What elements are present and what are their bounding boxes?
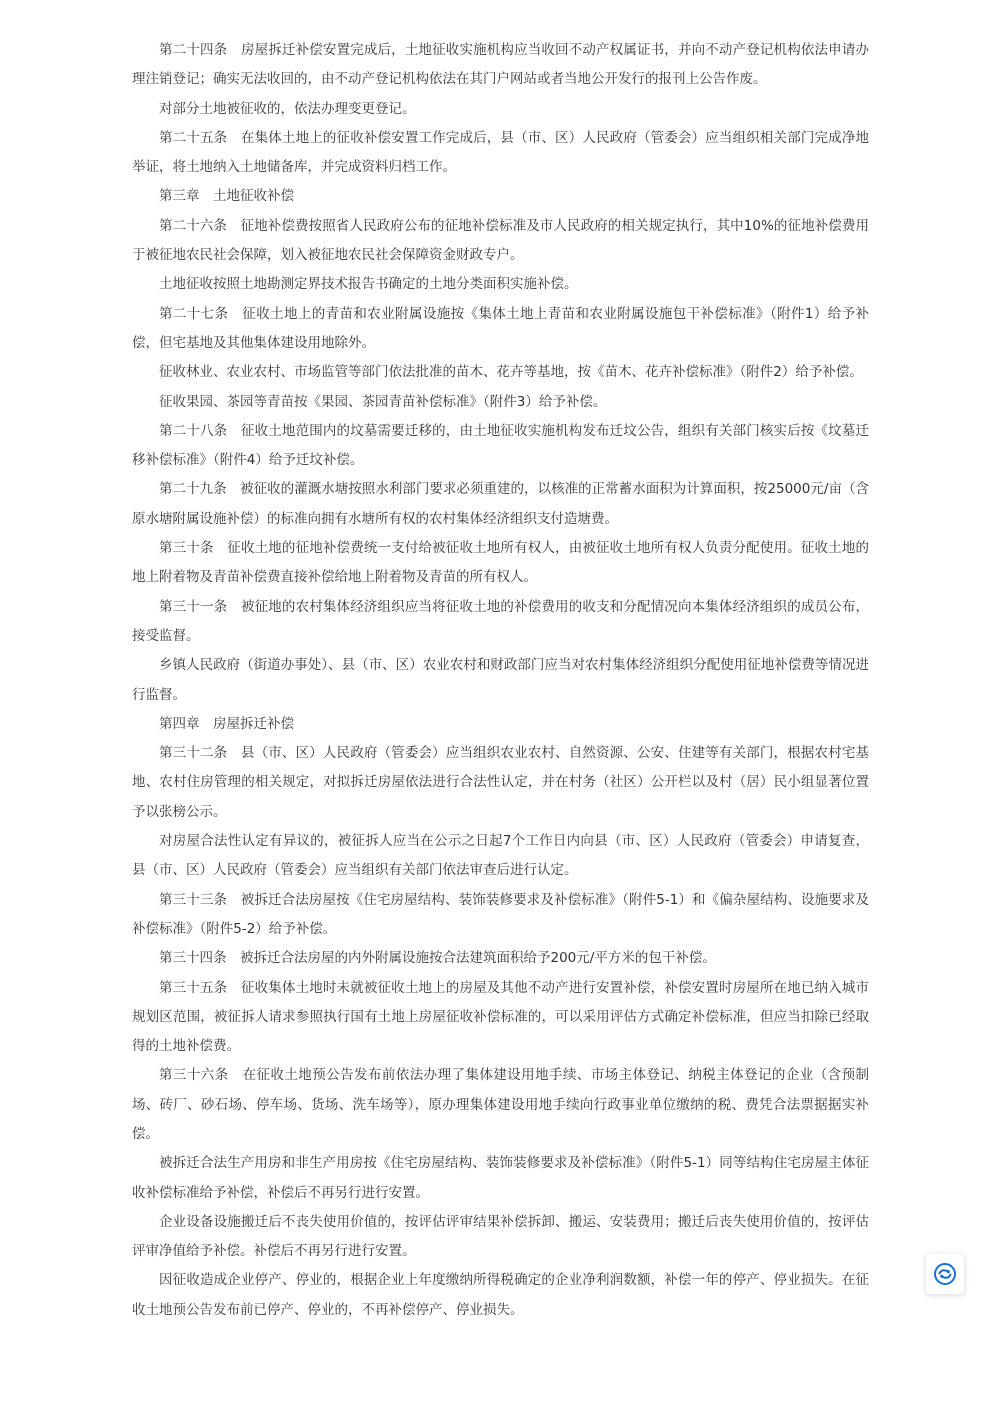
paragraph-land-survey: 土地征收按照土地勘测定界技术报告书确定的土地分类面积实施补偿。 [159, 276, 578, 293]
paragraph-nursery-flowers: 征收林业、农业农村、市场监管等部门依法批准的苗木、花卉等基地，按《苗木、花卉补偿标准》（附件2）给予补偿。 [159, 364, 863, 381]
paragraph-article-27: 第二十七条 征收土地上的青苗和农业附属设施按《集体土地上青苗和农业附属设施包干补偿标准》（附件1）给予补偿，但宅基地及其他集体建设用地除外。 [132, 305, 869, 351]
customer-service-icon [933, 1262, 957, 1286]
paragraph-article-25: 第二十五条 在集体土地上的征收补偿安置工作完成后，县（市、区）人民政府（管委会）应当组织相关部门完成净地举证，将土地纳入土地储备库，并完成资料归档工作。 [132, 129, 869, 176]
paragraph-business-suspension: 因征收造成企业停产、停业的，根据企业上年度缴纳所得税确定的企业净利润数额，补偿一年的停产、停业损失。在征收土地预公告发布前已停产、停业的，不再补偿停产、停业损失。 [132, 1272, 869, 1318]
document-body [132, 36, 869, 1325]
chapter-3-heading: 第三章 土地征收补偿 [159, 188, 294, 205]
paragraph-article-29: 第二十九条 被征收的灌溉水塘按照水利部门要求必须重建的，以核准的正常蓄水面积为计算面积，按25000元/亩（含原水塘附属设施补偿）的标准向拥有水塘所有权的农村集体经济组织支付造塘费。 [132, 481, 869, 527]
paragraph-partial-expropriation: 对部分土地被征收的，依法办理变更登记。 [159, 100, 416, 117]
paragraph-equipment-relocation: 企业设备设施搬迁后不丧失使用价值的，按评估评审结果补偿拆卸、搬运、安装费用；搬迁后丧失使用价值的，按评估评审净值给予补偿。补偿后不再另行进行安置。 [132, 1213, 869, 1260]
paragraph-article-36: 第三十六条 在征收土地预公告发布前依法办理了集体建设用地手续、市场主体登记、纳税主体登记的企业（含预制场、砖厂、砂石场、停车场、货场、洗车场等），原办理集体建设用地手续向行政事业单位缴纳的税、费凭合法票据据实补偿。 [132, 1067, 869, 1142]
paragraph-article-24: 第二十四条 房屋拆迁补偿安置完成后，土地征收实施机构应当收回不动产权属证书，并向不动产登记机构依法申请办理注销登记；确实无法收回的，由不动产登记机构依法在其门户网站或者当地公开发行的报刊上公告作废。 [132, 42, 869, 88]
paragraph-article-28: 第二十八条 征收土地范围内的坟墓需要迁移的，由土地征收实施机构发布迁坟公告，组织有关部门核实后按《坟墓迁移补偿标准》（附件4）给予迁坟补偿。 [132, 422, 869, 469]
paragraph-article-31: 第三十一条 被征地的农村集体经济组织应当将征收土地的补偿费用的收支和分配情况向本集体经济组织的成员公布，接受监督。 [132, 598, 869, 644]
chapter-4-heading: 第四章 房屋拆迁补偿 [159, 715, 294, 732]
paragraph-article-26: 第二十六条 征地补偿费按照省人民政府公布的征地补偿标准及市人民政府的相关规定执行，其中10%的征地补偿费用于被征地农民社会保障，划入被征地农民社会保障资金财政专户。 [132, 217, 869, 264]
paragraph-objection-review: 对房屋合法性认定有异议的，被征拆人应当在公示之日起7个工作日内向县（市、区）人民政府（管委会）申请复查，县（市、区）人民政府（管委会）应当组织有关部门依法审查后进行认定。 [132, 833, 869, 879]
paragraph-supervision: 乡镇人民政府（街道办事处）、县（市、区）农业农村和财政部门应当对农村集体经济组织分配使用征地补偿费等情况进行监督。 [132, 657, 869, 703]
paragraph-article-34: 第三十四条 被拆迁合法房屋的内外附属设施按合法建筑面积给予200元/平方米的包干补偿。 [159, 950, 716, 967]
paragraph-production-housing: 被拆迁合法生产用房和非生产用房按《住宅房屋结构、装饰装修要求及补偿标准》（附件5-1）同等结构住宅房屋主体征收补偿标准给予补偿，补偿后不再另行进行安置。 [132, 1155, 869, 1201]
paragraph-orchard-tea: 征收果园、茶园等青苗按《果园、茶园青苗补偿标准》（附件3）给予补偿。 [159, 393, 607, 410]
paragraph-article-32: 第三十二条 县（市、区）人民政府（管委会）应当组织农业农村、自然资源、公安、住建等有关部门，根据农村宅基地、农村住房管理的相关规定，对拟拆迁房屋依法进行合法性认定，并在村务（社区）公开栏以及村（居）民小组显著位置予以张榜公示。 [132, 745, 869, 820]
paragraph-article-30: 第三十条 征收土地的征地补偿费统一支付给被征收土地所有权人，由被征收土地所有权人负责分配使用。征收土地的地上附着物及青苗补偿费直接补偿给地上附着物及青苗的所有权人。 [132, 540, 869, 586]
paragraph-article-33: 第三十三条 被拆迁合法房屋按《住宅房屋结构、装饰装修要求及补偿标准》（附件5-1）和《偏杂屋结构、设施要求及补偿标准》（附件5-2）给予补偿。 [132, 891, 869, 937]
customer-service-button[interactable] [926, 1254, 964, 1294]
paragraph-article-35: 第三十五条 征收集体土地时未就被征收土地上的房屋及其他不动产进行安置补偿，补偿安置时房屋所在地已纳入城市规划区范围，被征拆人请求参照执行国有土地上房屋征收补偿标准的，可以采用评估方式确定补偿标准，但应当扣除已经取得的土地补偿费。 [132, 979, 869, 1055]
